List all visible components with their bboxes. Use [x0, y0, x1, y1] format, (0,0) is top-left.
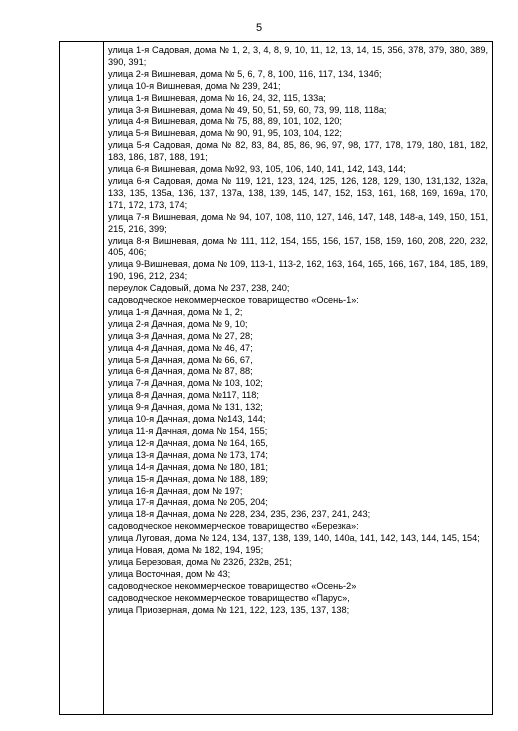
- address-entry: улица 13-я Дачная, дома № 173, 174;: [108, 449, 268, 460]
- address-entry: улица 1-я Садовая, дома № 1, 2, 3, 4, 8, 9, 10, 11, 12, 13, 14, 15, 356, 378, 379, 380, 389, 390, 391;: [108, 45, 488, 67]
- address-entry: улица 10-я Дачная, дома №143, 144;: [108, 414, 266, 425]
- address-entry: улица Березовая, дома № 232б, 232в, 251;: [108, 556, 292, 567]
- address-entry: улица 4-я Вишневая, дома № 75, 88, 89, 101, 102, 120;: [108, 116, 342, 127]
- address-entry: переулок Садовый, дома № 237, 238, 240;: [108, 283, 290, 294]
- address-entry: улица 9-Вишневая, дома № 109, 113-1, 113-2, 162, 163, 164, 165, 166, 167, 184, 185, 189, 190, 196, 212, 234;: [108, 259, 488, 282]
- address-entry: улица 4-я Дачная, дома № 46, 47;: [108, 342, 253, 353]
- address-entry: улица 10-я Вишневая, дома № 239, 241;: [108, 80, 281, 91]
- address-entry: улица 14-я Дачная, дома № 180, 181;: [108, 461, 268, 472]
- address-entry: улица 5-я Садовая, дома № 82, 83, 84, 85, 86, 96, 97, 98, 177, 178, 179, 180, 181, 182, 183, 186, 187, 188, 191;: [108, 140, 488, 163]
- address-entry: улица 3-я Дачная, дома № 27, 28;: [108, 330, 253, 341]
- address-entry: улица 7-я Вишневая, дома № 94, 107, 108, 110, 127, 146, 147, 148, 148-а, 149, 150, 151, 215, 216, 399;: [108, 211, 488, 234]
- address-entry: улица 7-я Дачная, дома № 103, 102;: [108, 378, 263, 389]
- address-entry: улица 18-я Дачная, дома № 228, 234, 235, 236, 237, 241, 243;: [108, 509, 371, 520]
- address-entry: садоводческое некоммерческое товарищество «Парус»,: [108, 592, 350, 603]
- address-entry: улица 8-я Вишневая, дома № 111, 112, 154, 155, 156, 157, 158, 159, 160, 208, 220, 232, 405, 406;: [108, 235, 488, 258]
- address-entry: улица 6-я Дачная, дома № 87, 88;: [108, 366, 253, 377]
- address-entry: улица 11-я Дачная, дома № 154, 155;: [108, 426, 268, 436]
- address-entry: садоводческое некоммерческое товарищество «Березка»:: [108, 521, 359, 532]
- address-entry: улица 2-я Дачная, дома № 9, 10;: [108, 318, 248, 329]
- address-entry: садоводческое некоммерческое товарищество «Осень-1»:: [108, 295, 359, 306]
- address-entry: садоводческое некоммерческое товарищество «Осень-2»: [108, 580, 357, 591]
- address-entry: улица 12-я Дачная, дома № 164, 165,: [108, 437, 268, 448]
- address-entry: улица 16-я Дачная, дом № 197;: [108, 485, 243, 496]
- address-entry: улица 5-я Вишневая, дома № 90, 91, 95, 103, 104, 122;: [108, 128, 342, 139]
- address-entry: улица 6-я Садовая, дома № 119, 121, 123, 124, 125, 126, 128, 129, 130, 131,132, 132а, 133, 135, 135а, 136, 137, 137а, 138, 139, 145, 147, 152, 153, 161, 168, 169, 169а, 170, 171, 172, 173, 174;: [108, 175, 488, 210]
- address-entry: улица Луговая, дома № 124, 134, 137, 138, 139, 140, 140а, 141, 142, 143, 144, 145, 154;: [108, 533, 480, 544]
- address-entry: улица 6-я Вишневая, дома №92, 93, 105, 106, 140, 141, 142, 143, 144;: [108, 164, 406, 175]
- table-frame: [59, 41, 493, 715]
- address-entry: улица 1-я Вишневая, дома № 16, 24, 32, 115, 133а;: [108, 92, 326, 103]
- address-entry: улица 1-я Дачная, дома № 1, 2;: [108, 306, 243, 317]
- address-entry: улица 8-я Дачная, дома №117, 118;: [108, 390, 259, 401]
- address-entry: улица 9-я Дачная, дома № 131, 132;: [108, 402, 263, 413]
- address-entry: улица Новая, дома № 182, 194, 195;: [108, 545, 264, 556]
- address-entry: улица Приозерная, дома № 121, 122, 123, 135, 137, 138;: [108, 604, 350, 615]
- address-entry: улица 17-я Дачная, дома № 205, 204;: [108, 497, 268, 508]
- page-number: 5: [255, 22, 263, 34]
- address-entry: улица 5-я Дачная, дома № 66, 67,: [108, 354, 253, 365]
- address-entry: улица 15-я Дачная, дома № 188, 189;: [108, 473, 268, 484]
- column-divider: [103, 42, 104, 714]
- address-list-cell: [108, 45, 488, 617]
- address-entry: улица 2-я Вишневая, дома № 5, 6, 7, 8, 100, 116, 117, 134, 134б;: [108, 68, 382, 79]
- address-entry: улица 3-я Вишневая, дома № 49, 50, 51, 59, 60, 73, 99, 118, 118а;: [108, 104, 387, 115]
- address-entry: улица Восточная, дом № 43;: [108, 568, 231, 579]
